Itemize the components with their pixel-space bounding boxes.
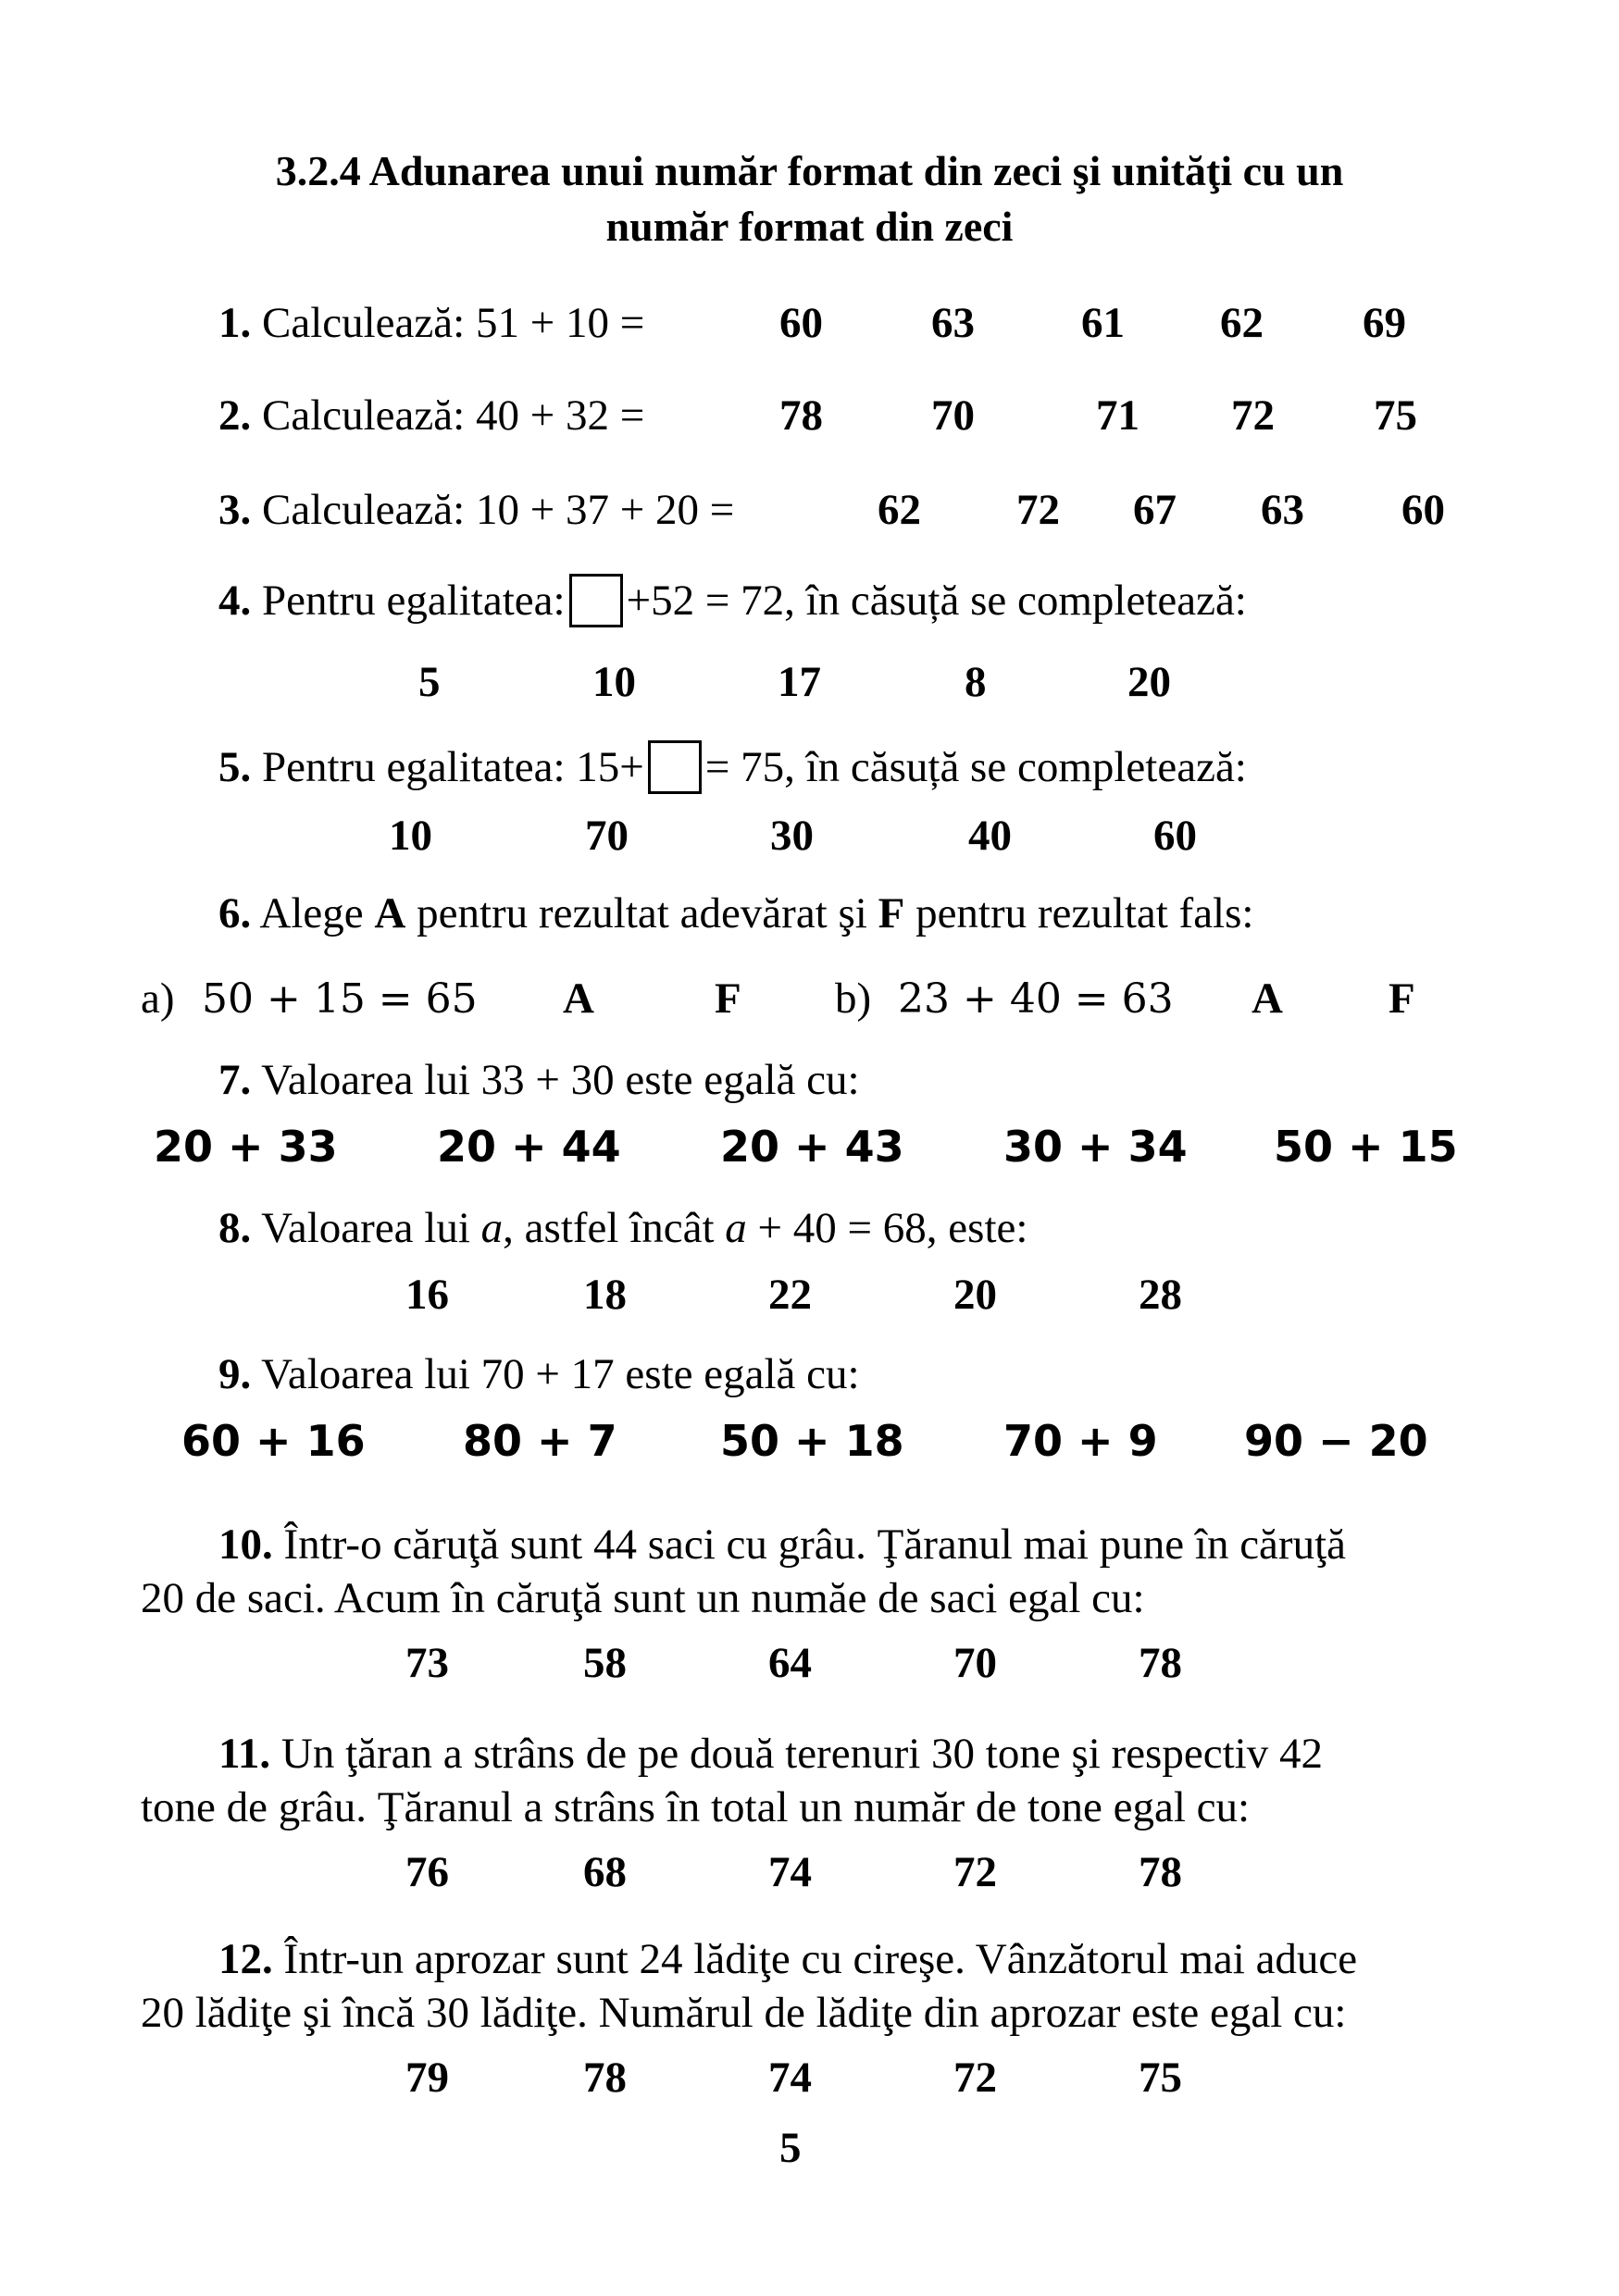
q5-option-5[interactable]: 60 bbox=[1153, 812, 1197, 860]
question-8 bbox=[218, 1203, 1027, 1253]
question-6 bbox=[218, 888, 1253, 938]
question-number: 5. bbox=[218, 743, 252, 791]
question-text: Pentru egalitatea: 15+ bbox=[262, 743, 644, 791]
q12-option-2[interactable]: 78 bbox=[583, 2054, 627, 2102]
question-number: 8. bbox=[218, 1204, 252, 1252]
q3-option-3[interactable]: 67 bbox=[1133, 486, 1177, 534]
q6-a-option-false[interactable]: F bbox=[715, 974, 741, 1023]
q2-option-3[interactable]: 71 bbox=[1096, 391, 1140, 440]
q5-option-4[interactable]: 40 bbox=[968, 812, 1012, 860]
question-text: pentru rezultat adevărat şi bbox=[417, 889, 867, 937]
question-1 bbox=[218, 298, 644, 348]
q4-option-3[interactable]: 17 bbox=[778, 658, 821, 706]
question-11-line1 bbox=[218, 1727, 1514, 1781]
question-text-suffix: +52 = 72, în căsuță se completează: bbox=[626, 577, 1247, 625]
question-text: + 40 = 68, este: bbox=[746, 1204, 1028, 1252]
q11-option-5[interactable]: 78 bbox=[1139, 1848, 1182, 1896]
question-number: 7. bbox=[218, 1056, 252, 1104]
q12-option-3[interactable]: 74 bbox=[768, 2054, 812, 2102]
q6-b-label: b) bbox=[835, 974, 872, 1023]
q3-option-5[interactable]: 60 bbox=[1401, 486, 1445, 534]
question-10-line2: 20 de saci. Acum în căruţă sunt un număe de saci egal cu: bbox=[141, 1574, 1145, 1622]
question-text-suffix: = 75, în căsuță se completează: bbox=[704, 743, 1247, 791]
q6-a-expression: 50 + 15 = 65 bbox=[202, 975, 478, 1023]
q12-option-5[interactable]: 75 bbox=[1139, 2054, 1182, 2102]
q8-option-4[interactable]: 20 bbox=[953, 1271, 997, 1319]
q10-option-1[interactable]: 73 bbox=[405, 1639, 449, 1687]
q12-option-4[interactable]: 72 bbox=[953, 2054, 997, 2102]
q4-option-4[interactable]: 8 bbox=[965, 658, 987, 706]
q4-option-2[interactable]: 10 bbox=[592, 658, 636, 706]
q8-option-2[interactable]: 18 bbox=[583, 1271, 627, 1319]
q2-option-1[interactable]: 78 bbox=[779, 391, 823, 440]
q7-option-2[interactable]: 20 + 44 bbox=[437, 1122, 621, 1172]
question-text: Calculează: 51 + 10 = bbox=[262, 299, 645, 347]
q6-a-label: a) bbox=[141, 974, 175, 1023]
q6-b-option-true[interactable]: A bbox=[1252, 974, 1283, 1023]
false-letter: F bbox=[878, 889, 905, 937]
question-10-line1 bbox=[218, 1518, 1514, 1571]
question-11-line2: tone de grâu. Ţăranul a strâns în total un număr de tone egal cu: bbox=[141, 1783, 1251, 1831]
question-5 bbox=[218, 740, 1247, 794]
q3-option-1[interactable]: 62 bbox=[878, 486, 921, 534]
q5-option-1[interactable]: 10 bbox=[389, 812, 432, 860]
q6-a-option-true[interactable]: A bbox=[563, 974, 594, 1023]
q9-option-3[interactable]: 50 + 18 bbox=[720, 1416, 904, 1466]
question-number: 4. bbox=[218, 577, 252, 625]
question-4 bbox=[218, 574, 1247, 627]
question-text: Calculează: 10 + 37 + 20 = bbox=[262, 486, 735, 534]
q7-option-1[interactable]: 20 + 33 bbox=[154, 1122, 338, 1172]
question-number: 3. bbox=[218, 486, 252, 534]
question-text: , astfel încât bbox=[503, 1204, 715, 1252]
q4-option-5[interactable]: 20 bbox=[1127, 658, 1171, 706]
question-number: 2. bbox=[218, 391, 252, 440]
q4-option-1[interactable]: 5 bbox=[418, 658, 441, 706]
q2-option-2[interactable]: 70 bbox=[931, 391, 975, 440]
question-text: Într-un aprozar sunt 24 lădiţe cu cireşe. Vânzătorul mai aduce bbox=[283, 1935, 1358, 1983]
question-number: 9. bbox=[218, 1350, 252, 1398]
true-letter: A bbox=[374, 889, 406, 937]
question-text: Pentru egalitatea: bbox=[262, 577, 566, 625]
q7-option-3[interactable]: 20 + 43 bbox=[720, 1122, 904, 1172]
question-text: Într-o căruţă sunt 44 saci cu grâu. Ţăranul mai pune în căruţă bbox=[283, 1520, 1346, 1569]
variable-a: a bbox=[725, 1204, 747, 1252]
question-number: 6. bbox=[218, 889, 252, 937]
q3-option-4[interactable]: 63 bbox=[1261, 486, 1304, 534]
q11-option-2[interactable]: 68 bbox=[583, 1848, 627, 1896]
q2-option-5[interactable]: 75 bbox=[1374, 391, 1417, 440]
question-3 bbox=[218, 485, 734, 535]
q11-option-3[interactable]: 74 bbox=[768, 1848, 812, 1896]
q12-option-1[interactable]: 79 bbox=[405, 2054, 449, 2102]
question-text: pentru rezultat fals: bbox=[915, 889, 1254, 937]
question-number: 11. bbox=[218, 1730, 271, 1778]
answer-box[interactable] bbox=[569, 574, 623, 627]
q1-option-5[interactable]: 69 bbox=[1363, 299, 1406, 347]
question-text: Alege bbox=[259, 889, 364, 937]
q11-option-4[interactable]: 72 bbox=[953, 1848, 997, 1896]
q7-option-4[interactable]: 30 + 34 bbox=[1003, 1122, 1188, 1172]
variable-a: a bbox=[480, 1204, 504, 1252]
question-number: 12. bbox=[218, 1935, 273, 1983]
q3-option-2[interactable]: 72 bbox=[1016, 486, 1060, 534]
q9-option-2[interactable]: 80 + 7 bbox=[463, 1416, 617, 1466]
q7-option-5[interactable]: 50 + 15 bbox=[1274, 1122, 1458, 1172]
q5-option-2[interactable]: 70 bbox=[585, 812, 629, 860]
q8-option-1[interactable]: 16 bbox=[405, 1271, 449, 1319]
q10-option-4[interactable]: 70 bbox=[953, 1639, 997, 1687]
q8-option-3[interactable]: 22 bbox=[768, 1271, 812, 1319]
question-number: 1. bbox=[218, 299, 252, 347]
page-title-line2: număr format din zeci bbox=[605, 203, 1014, 250]
question-12-line2: 20 lădiţe şi încă 30 lădiţe. Numărul de lădiţe din aprozar este egal cu: bbox=[141, 1989, 1347, 2037]
question-number: 10. bbox=[218, 1520, 273, 1569]
q10-option-2[interactable]: 58 bbox=[583, 1639, 627, 1687]
q9-option-5[interactable]: 90 − 20 bbox=[1244, 1416, 1428, 1466]
question-text: Valoarea lui 70 + 17 este egală cu: bbox=[261, 1350, 860, 1398]
q1-option-4[interactable]: 62 bbox=[1220, 299, 1264, 347]
question-text: Un ţăran a strâns de pe două terenuri 30 tone şi respectiv 42 bbox=[280, 1730, 1323, 1778]
page-title-line1: 3.2.4 Adunarea unui număr format din zeci şi unităţi cu un bbox=[275, 147, 1344, 194]
q1-option-1[interactable]: 60 bbox=[779, 299, 823, 347]
q2-option-4[interactable]: 72 bbox=[1231, 391, 1275, 440]
q1-option-3[interactable]: 61 bbox=[1081, 299, 1125, 347]
question-9 bbox=[218, 1349, 860, 1399]
question-2 bbox=[218, 391, 644, 441]
q9-option-1[interactable]: 60 + 16 bbox=[181, 1416, 366, 1466]
question-text: Valoarea lui 33 + 30 este egală cu: bbox=[261, 1056, 860, 1104]
q9-option-4[interactable]: 70 + 9 bbox=[1003, 1416, 1158, 1466]
answer-box[interactable] bbox=[648, 740, 702, 794]
q11-option-1[interactable]: 76 bbox=[405, 1848, 449, 1896]
q10-option-3[interactable]: 64 bbox=[768, 1639, 812, 1687]
question-7 bbox=[218, 1055, 860, 1105]
q10-option-5[interactable]: 78 bbox=[1139, 1639, 1182, 1687]
question-text: Calculează: 40 + 32 = bbox=[262, 391, 645, 440]
q8-option-5[interactable]: 28 bbox=[1139, 1271, 1182, 1319]
q1-option-2[interactable]: 63 bbox=[931, 299, 975, 347]
page-number: 5 bbox=[779, 2124, 802, 2172]
q5-option-3[interactable]: 30 bbox=[770, 812, 814, 860]
q6-b-option-false[interactable]: F bbox=[1389, 974, 1415, 1023]
q6-b-expression: 23 + 40 = 63 bbox=[898, 975, 1174, 1023]
question-12-line1 bbox=[218, 1932, 1514, 1986]
question-text: Valoarea lui bbox=[261, 1204, 470, 1252]
